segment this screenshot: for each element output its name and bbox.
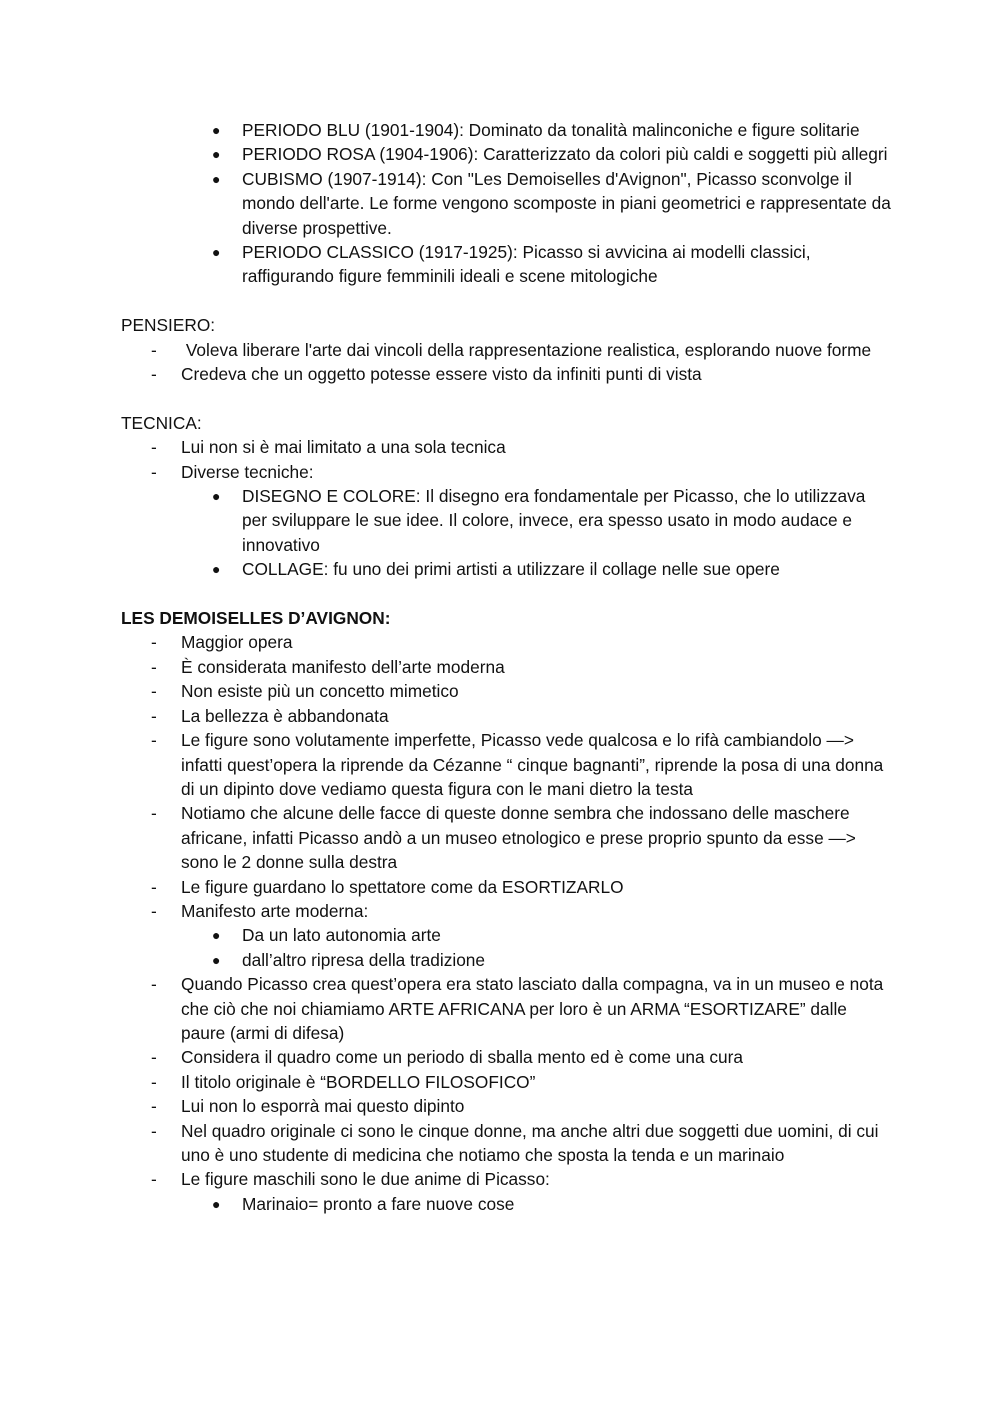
- demoiselles-list: [121, 630, 891, 1216]
- dash-icon: -: [151, 803, 157, 824]
- list-item: [121, 338, 891, 362]
- dash-icon: -: [151, 974, 157, 995]
- list-item-text: Lui non lo esporrà mai questo dipinto: [181, 1096, 465, 1117]
- dash-icon: -: [151, 461, 157, 482]
- dash-icon: -: [151, 656, 157, 677]
- list-item-text: Le figure guardano lo spettatore come da ESORTIZARLO: [181, 876, 624, 897]
- dash-icon: -: [151, 900, 157, 921]
- dash-icon: -: [151, 681, 157, 702]
- list-item: [121, 630, 891, 654]
- bullet-icon: ●: [212, 927, 221, 944]
- bullet-icon: ●: [212, 1195, 221, 1212]
- list-item-text: Le figure sono volutamente imperfette, Picasso vede qualcosa e lo rifà cambiandolo —> infatti quest’opera la riprende da Cézanne “ cinque bagnanti”, riprende la posa di una donna di un dipinto dove vediamo questa figura con le mani dietro la testa: [181, 730, 884, 799]
- periods-list: [121, 118, 891, 289]
- list-item-text: Il titolo originale è “BORDELLO FILOSOFICO”: [181, 1071, 536, 1092]
- list-item-text: CUBISMO (1907-1914): Con "Les Demoiselles d'Avignon", Picasso sconvolge il mondo dell'arte. Le forme vengono scomposte in piani geometrici e rappresentate da diverse prospettive.: [242, 168, 891, 238]
- demoiselles-heading: LES DEMOISELLES D’AVIGNON:: [121, 608, 391, 629]
- list-item: [121, 801, 891, 874]
- pensiero-heading: PENSIERO:: [121, 315, 216, 336]
- list-item: [121, 704, 891, 728]
- list-item: [121, 557, 891, 581]
- list-item: [121, 435, 891, 459]
- list-item-text: Voleva liberare l'arte dai vincoli della rappresentazione realistica, esplorando nuove forme: [181, 339, 872, 360]
- list-item: [121, 1167, 891, 1191]
- list-item-text: dall’altro ripresa della tradizione: [242, 949, 486, 970]
- dash-icon: -: [151, 1096, 157, 1117]
- list-item-text: DISEGNO E COLORE: Il disegno era fondamentale per Picasso, che lo utilizzava per sviluppare le sue idee. Il colore, invece, era spesso usato in modo audace e innovativo: [242, 486, 866, 555]
- list-item: [121, 1045, 891, 1069]
- list-item-text: Le figure maschili sono le due anime di Picasso:: [181, 1169, 550, 1190]
- list-item-text: PERIODO ROSA (1904-1906): Caratterizzato da colori più caldi e soggetti più allegri: [242, 144, 888, 165]
- bullet-icon: ●: [212, 122, 221, 138]
- list-item: [121, 728, 891, 801]
- dash-icon: -: [151, 437, 157, 458]
- list-item: [121, 460, 891, 484]
- document-body: [121, 118, 891, 1216]
- bullet-icon: ●: [212, 170, 221, 187]
- list-item-text: Maggior opera: [181, 632, 293, 653]
- list-item: [121, 1119, 891, 1168]
- list-item-text: Manifesto arte moderna:: [181, 900, 369, 921]
- list-item: [121, 923, 891, 947]
- bullet-icon: ●: [212, 146, 221, 163]
- dash-icon: -: [151, 339, 157, 360]
- dash-icon: -: [151, 632, 157, 653]
- list-item: [121, 1094, 891, 1118]
- list-item-text: PERIODO CLASSICO (1917-1925): Picasso si avvicina ai modelli classici, raffigurando figure femminili ideali e scene mitologiche: [242, 242, 811, 287]
- list-item: [121, 240, 891, 289]
- list-item: [121, 972, 891, 1045]
- list-item: [121, 679, 891, 703]
- bullet-icon: ●: [212, 561, 221, 578]
- tecnica-heading: TECNICA:: [121, 412, 202, 433]
- list-item-text: COLLAGE: fu uno dei primi artisti a utilizzare il collage nelle sue opere: [242, 559, 780, 580]
- list-item: [121, 484, 891, 557]
- dash-icon: -: [151, 1120, 157, 1141]
- list-item: [121, 899, 891, 923]
- dash-icon: -: [151, 730, 157, 751]
- list-item-text: È considerata manifesto dell’arte moderna: [181, 656, 505, 677]
- bullet-icon: ●: [212, 488, 221, 505]
- tecnica-list: [121, 435, 891, 581]
- dash-icon: -: [151, 1169, 157, 1190]
- list-item: [121, 362, 891, 386]
- dash-icon: -: [151, 876, 157, 897]
- list-item-text: Credeva che un oggetto potesse essere visto da infiniti punti di vista: [181, 364, 702, 385]
- list-item: [121, 118, 891, 142]
- bullet-icon: ●: [212, 951, 221, 968]
- list-item-text: Considera il quadro come un periodo di sballa mento ed è come una cura: [181, 1047, 743, 1068]
- list-item-text: Marinaio= pronto a fare nuove cose: [242, 1193, 515, 1214]
- list-item: [121, 875, 891, 899]
- list-item-text: Da un lato autonomia arte: [242, 925, 441, 946]
- list-item: [121, 655, 891, 679]
- list-item-text: Non esiste più un concetto mimetico: [181, 681, 459, 702]
- bullet-icon: ●: [212, 244, 221, 261]
- dash-icon: -: [151, 1071, 157, 1092]
- list-item-text: Lui non si è mai limitato a una sola tecnica: [181, 437, 506, 458]
- list-item-text: Notiamo che alcune delle facce di queste donne sembra che indossano delle maschere africane, infatti Picasso andò a un museo etnologico e prese proprio spunto da esse —> sono le 2 donne sulla destra: [181, 803, 856, 873]
- list-item-text: Diverse tecniche:: [181, 461, 314, 482]
- dash-icon: -: [151, 364, 157, 385]
- list-item: [121, 1192, 891, 1216]
- list-item: [121, 142, 891, 166]
- list-item-text: La bellezza è abbandonata: [181, 705, 389, 726]
- list-item: [121, 948, 891, 972]
- pensiero-list: [121, 338, 891, 387]
- list-item: [121, 1070, 891, 1094]
- list-item-text: Quando Picasso crea quest’opera era stato lasciato dalla compagna, va in un museo e nota che ciò che noi chiamiamo ARTE AFRICANA per loro è un ARMA “ESORTIZARE” dalle paure (armi di difesa): [181, 974, 884, 1043]
- dash-icon: -: [151, 705, 157, 726]
- dash-icon: -: [151, 1047, 157, 1068]
- list-item: [121, 167, 891, 240]
- list-item-text: Nel quadro originale ci sono le cinque donne, ma anche altri due soggetti due uomini, di cui uno è uno studente di medicina che notiamo che sposta la tenda e un marinaio: [181, 1120, 879, 1166]
- list-item-text: PERIODO BLU (1901-1904): Dominato da tonalità malinconiche e figure solitarie: [242, 120, 860, 140]
